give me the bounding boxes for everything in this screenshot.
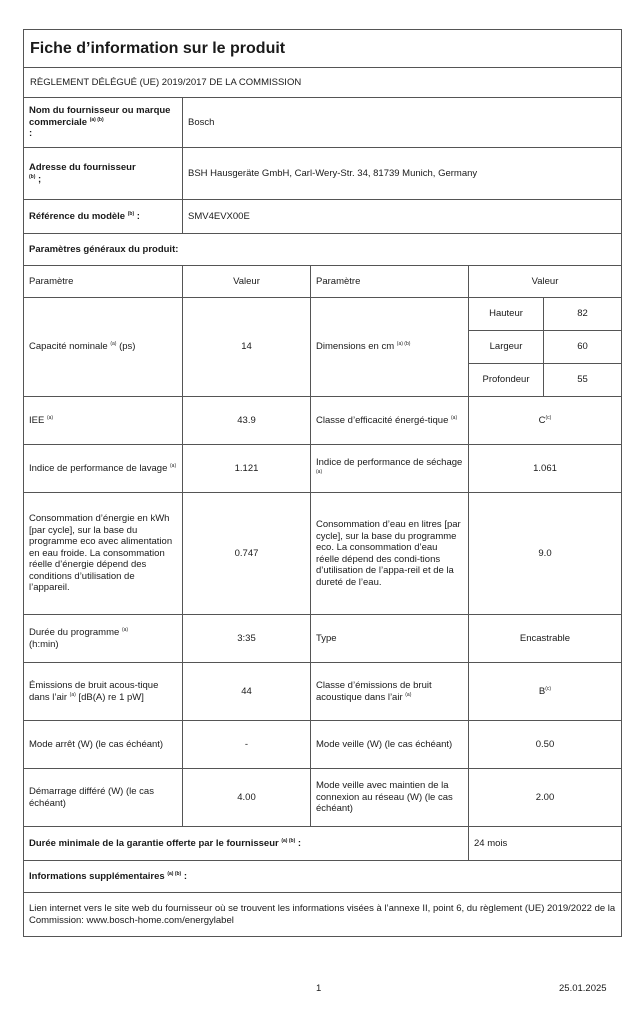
model-reference-value: SMV4EVX00E	[183, 200, 622, 234]
supplier-name-value: Bosch	[183, 98, 622, 148]
depth-label: Profondeur	[469, 364, 544, 397]
additional-information-text: Lien internet vers le site web du fournisseur où se trouvent les informations visées à l’annexe II, point 6, du règlement (UE) 2019/2022 de la Commission: www.bosch-home.com/energylabel	[24, 893, 622, 937]
off-mode-value: -	[183, 721, 311, 769]
height-value: 82	[544, 298, 622, 331]
drying-performance-label: Indice de performance de séchage $^{(a)}$	[311, 445, 469, 493]
page-number: 1	[316, 983, 322, 994]
model-reference-label: Référence du modèle $^{(b)}$ :	[24, 200, 183, 234]
guarantee-value: 24 mois	[469, 827, 622, 861]
product-information-sheet	[23, 29, 621, 937]
guarantee-label: Durée minimale de la garantie offerte par le fournisseur $^{(a) (b)}$ :	[24, 827, 469, 861]
networked-standby-value: 2.00	[469, 769, 622, 827]
water-consumption-value: 9.0	[469, 493, 622, 615]
programme-duration-label: Durée du programme $^{(a)}$ (h:min)	[24, 615, 183, 663]
column-header-parameter: Paramètre	[311, 266, 469, 298]
noise-emission-label: Émissions de bruit acous-tique dans l’air $^{(a)}$ [dB(A) re 1 pW]	[24, 663, 183, 721]
eei-value: 43.9	[183, 397, 311, 445]
supplier-address-label: Adresse du fournisseur $^{(b)}$ ;	[24, 148, 183, 200]
capacity-value: 14	[183, 298, 311, 397]
energy-class-label: Classe d’efficacité énergé-tique $^{(a)}$	[311, 397, 469, 445]
noise-class-value: $B^{(c)}$	[469, 663, 622, 721]
width-label: Largeur	[469, 331, 544, 364]
type-label: Type	[311, 615, 469, 663]
cleaning-performance-value: 1.121	[183, 445, 311, 493]
delay-start-label: Démarrage différé (W) (le cas échéant)	[24, 769, 183, 827]
networked-standby-label: Mode veille avec maintien de la connexion au réseau (W) (le cas échéant)	[311, 769, 469, 827]
width-value: 60	[544, 331, 622, 364]
height-label: Hauteur	[469, 298, 544, 331]
capacity-label: Capacité nominale $^{(a)}$ (ps)	[24, 298, 183, 397]
column-header-value: Valeur	[183, 266, 311, 298]
delay-start-value: 4.00	[183, 769, 311, 827]
regulation-title: RÈGLEMENT DÉLÉGUÉ (UE) 2019/2017 DE LA COMMISSION	[24, 68, 622, 98]
energy-consumption-value: 0.747	[183, 493, 311, 615]
water-consumption-label: Consommation d’eau en litres [par cycle], sur la base du programme eco. La consommation d’eau réelle dépend des condi-tions d’utilisation de l’appa-reil et de la dureté de l’eau.	[311, 493, 469, 615]
supplier-name-label: Nom du fournisseur ou marque commerciale $^{(a) (b)}$ :	[24, 98, 183, 148]
column-header-value: Valeur	[469, 266, 622, 298]
energy-class-value: $C^{(c)}$	[469, 397, 622, 445]
type-value: Encastrable	[469, 615, 622, 663]
noise-emission-value: 44	[183, 663, 311, 721]
programme-duration-value: 3:35	[183, 615, 311, 663]
off-mode-label: Mode arrêt (W) (le cas échéant)	[24, 721, 183, 769]
document-date: 25.01.2025	[559, 983, 607, 994]
dimensions-label: Dimensions en cm $^{(a) (b)}$	[311, 298, 469, 397]
eei-label: IEE $^{(a)}$	[24, 397, 183, 445]
noise-class-label: Classe d’émissions de bruit acoustique dans l’air $^{(a)}$	[311, 663, 469, 721]
energy-consumption-label: Consommation d’énergie en kWh [par cycle], sur la base du programme eco avec alimentation en eau froide. La consommation réelle d’énergie dépend des conditions d’utilisation de l’appareil.	[24, 493, 183, 615]
general-parameters-heading: Paramètres généraux du produit:	[24, 234, 622, 266]
standby-mode-value: 0.50	[469, 721, 622, 769]
depth-value: 55	[544, 364, 622, 397]
standby-mode-label: Mode veille (W) (le cas échéant)	[311, 721, 469, 769]
column-header-parameter: Paramètre	[24, 266, 183, 298]
additional-information-label: Informations supplémentaires $^{(a) (b)}$ :	[24, 861, 622, 893]
page-title: Fiche d’information sur le produit	[24, 30, 622, 68]
supplier-address-value: BSH Hausgeräte GmbH, Carl-Wery-Str. 34, 81739 Munich, Germany	[183, 148, 622, 200]
product-information-table	[23, 29, 622, 937]
cleaning-performance-label: Indice de performance de lavage $^{(a)}$	[24, 445, 183, 493]
drying-performance-value: 1.061	[469, 445, 622, 493]
